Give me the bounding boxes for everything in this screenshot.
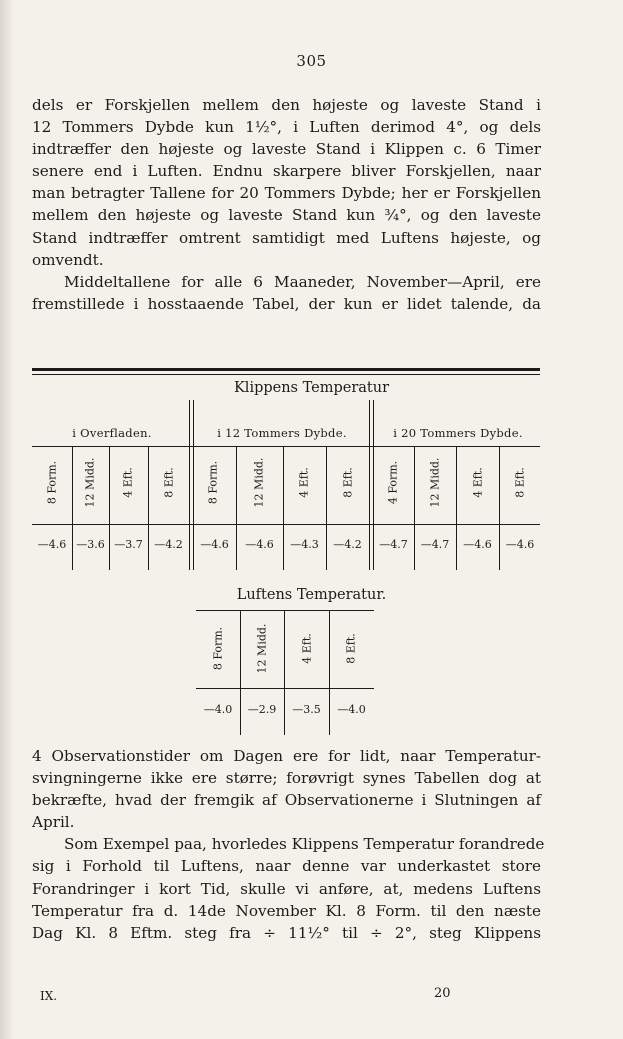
table-cell: —4.2 (154, 538, 183, 551)
text-line: omvendt. (32, 250, 104, 269)
group-label-12-inch: i 12 Tommers Dybde. (217, 426, 347, 440)
text-line: dels er Forskjellen mellem den højeste og laveste Stand i (32, 96, 541, 114)
column-divider (414, 447, 415, 570)
paragraph-bottom (32, 745, 545, 944)
air-table-top-rule (196, 610, 374, 611)
page-number: 305 (296, 52, 327, 70)
air-table-caption: Luftens Temperatur. (236, 587, 387, 603)
column-divider (283, 447, 284, 570)
group-label-surface: i Overfladen. (72, 426, 152, 440)
column-head: 8 Eft. (513, 467, 527, 498)
text-line: sig i Forhold til Luftens, naar denne var underkastet store (32, 857, 541, 876)
column-head: 8 Eft. (341, 467, 355, 498)
text-line: senere end i Luften. Endnu skarpere bliver Forskjellen, naar (32, 162, 541, 181)
table-cell: —4.6 (245, 538, 274, 551)
table-cell: —4.0 (337, 703, 366, 716)
column-head: 4 Eft. (297, 467, 311, 498)
text-line: Middeltallene for alle 6 Maaneder, November—April, ere (64, 272, 541, 291)
table-cell: —4.6 (463, 538, 492, 551)
table-cell: —3.6 (76, 538, 105, 551)
column-divider (329, 611, 330, 735)
sheet-number: 20 (434, 986, 451, 1001)
table-cell: —4.6 (37, 538, 67, 551)
text-line: 4 Observationstider om Dagen ere for lidt, naar Temperatur- (32, 747, 541, 765)
column-head: 8 Form. (45, 460, 59, 505)
text-line: svingningerne ikke ere større; forøvrigt synes Tabellen dog at (32, 769, 541, 788)
column-head: 4 Form. (386, 460, 400, 505)
text-line: Stand indtræffer omtrent samtidigt med Luftens højeste, og (32, 228, 541, 247)
table-cell: —4.2 (333, 538, 362, 551)
column-head: 8 Form. (206, 460, 220, 505)
column-head: 12 Midd. (255, 623, 269, 674)
text-line: mellem den højeste og laveste Stand kun ¾°, og den laveste (32, 206, 541, 225)
text-line: Dag Kl. 8 Eftm. steg fra ÷ 11½° til ÷ 2°, steg Klippens (32, 923, 541, 942)
paragraph-top (32, 94, 541, 315)
column-head: 8 Eft. (162, 467, 176, 498)
group-label-20-inch: i 20 Tommers Dybde. (393, 426, 523, 440)
column-divider (284, 611, 285, 735)
column-head: 12 Midd. (428, 457, 442, 508)
table-cell: —4.6 (505, 538, 535, 551)
column-head: 8 Form. (211, 626, 225, 671)
text-line: April. (32, 813, 75, 832)
page-edge-shadow (0, 0, 14, 1039)
table-cell: —3.5 (292, 703, 321, 716)
text-line: man betragter Tallene for 20 Tommers Dybde; her er Forskjellen (32, 184, 541, 203)
table-cell: —4.3 (290, 538, 319, 551)
air-table-header-rule (196, 688, 374, 689)
rock-table-caption: Klippens Temperatur (233, 380, 390, 396)
signature-mark: IX. (40, 989, 58, 1003)
column-head: 4 Eft. (471, 467, 485, 498)
table-top-rule (32, 368, 540, 371)
column-divider (326, 447, 327, 570)
table-cell: —3.7 (114, 538, 143, 551)
text-line: fremstillede i hosstaaende Tabel, der kun er lidet talende, da (32, 294, 541, 313)
column-divider (456, 447, 457, 570)
column-head: 12 Midd. (83, 457, 97, 508)
column-divider (240, 611, 241, 735)
column-divider (148, 447, 149, 570)
table-cell: —4.7 (379, 538, 408, 551)
column-head: 12 Midd. (252, 457, 266, 508)
text-line: indtræffer den højeste og laveste Stand i Klippen c. 6 Timer (32, 140, 541, 159)
text-line: Forandringer i kort Tid, skulle vi anføre, at, medens Luftens (32, 879, 541, 898)
column-head: 4 Eft. (300, 633, 314, 664)
table-cell: —4.0 (203, 703, 233, 716)
table-cell: —4.7 (420, 538, 450, 551)
column-head: 4 Eft. (121, 467, 135, 498)
text-line: Som Exempel paa, hvorledes Klippens Temperatur forandrede (64, 835, 545, 854)
column-head: 8 Eft. (344, 633, 358, 664)
text-line: Temperatur fra d. 14de November Kl. 8 Form. til den næste (32, 901, 541, 920)
column-divider (236, 447, 237, 570)
table-cell: —4.6 (200, 538, 229, 551)
table-cell: —2.9 (247, 703, 277, 716)
column-divider (499, 447, 500, 570)
text-line: bekræfte, hvad der fremgik af Observationerne i Slutningen af (32, 791, 541, 810)
column-divider (109, 447, 110, 570)
text-line: 12 Tommers Dybde kun 1½°, i Luften derimod 4°, og dels (32, 118, 541, 137)
column-divider (72, 447, 73, 570)
table-top-rule-thin (32, 374, 540, 375)
